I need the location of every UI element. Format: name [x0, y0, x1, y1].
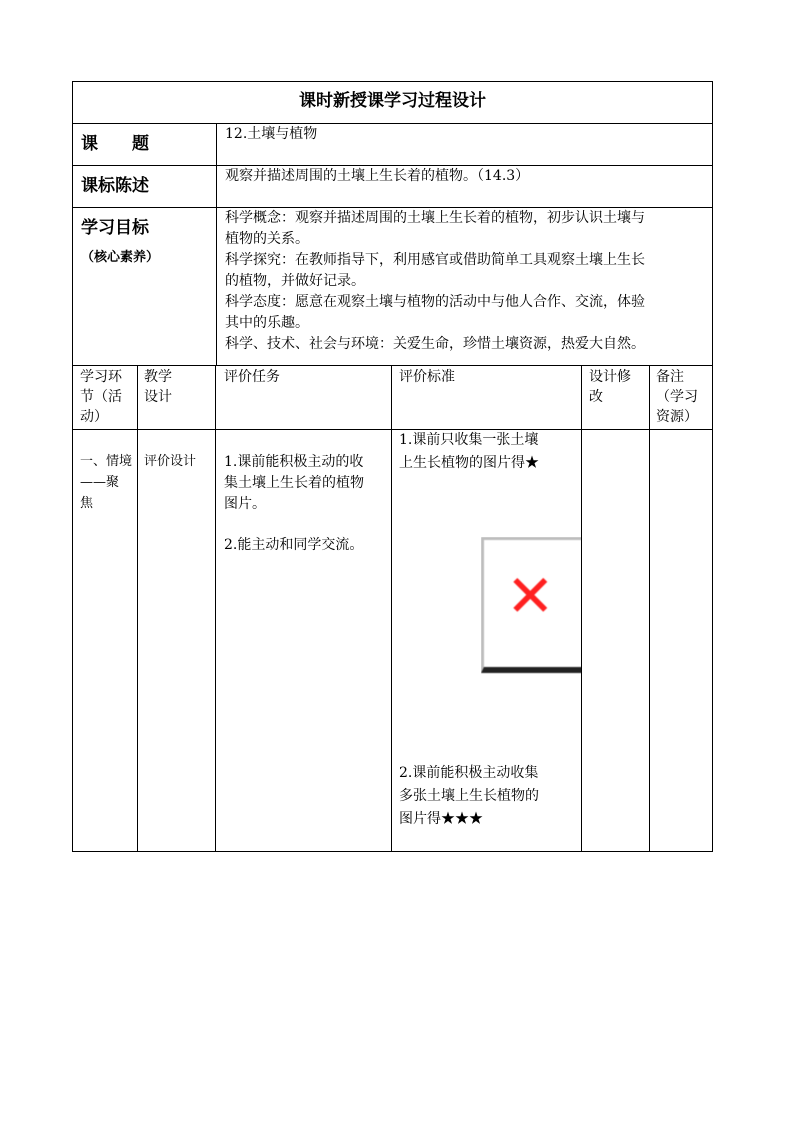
row-criteria: 1.课前只收集一张土壤	[399, 432, 539, 448]
row-stage: ——聚	[80, 475, 120, 490]
header-criteria: 评价标准	[399, 369, 455, 385]
goals-line: 的植物，并做好记录。	[225, 273, 365, 289]
broken-image-placeholder	[481, 537, 581, 677]
goals-line: 植物的关系。	[225, 231, 309, 247]
row-criteria: 上生长植物的图片得★	[399, 455, 539, 471]
goals-line: 科学态度：愿意在观察土壤与植物的活动中与他人合作、交流，体验	[225, 294, 645, 310]
row-criteria: 多张土壤上生长植物的	[399, 788, 539, 804]
column-divider	[649, 365, 650, 852]
table-border-top	[72, 81, 713, 82]
header-notes: 备注	[656, 369, 684, 385]
standard-value: 观察并描述周围的土壤上生长着的植物。（14.3）	[225, 168, 530, 184]
column-divider	[391, 365, 392, 852]
row-task: 集土壤上生长着的植物	[224, 475, 364, 491]
label-column-divider	[216, 123, 217, 366]
row-divider	[72, 429, 713, 430]
header-task: 评价任务	[224, 369, 280, 385]
header-design: 设计	[144, 389, 172, 405]
row-criteria: 图片得★★★	[399, 811, 483, 827]
row-design: 评价设计	[144, 454, 197, 469]
row-stage: 一、情境	[80, 454, 133, 469]
row-divider	[72, 365, 713, 366]
header-notes: 资源）	[656, 409, 698, 425]
row-task: 图片。	[224, 496, 266, 512]
topic-value: 12.土壤与植物	[225, 126, 318, 142]
table-border-right	[712, 81, 713, 852]
column-divider	[581, 365, 582, 852]
row-task: 1.课前能积极主动的收	[224, 454, 364, 470]
column-divider	[215, 365, 216, 852]
header-revise: 设计修	[589, 369, 631, 385]
standard-label: 课标陈述	[81, 176, 149, 196]
row-divider	[72, 123, 713, 124]
goals-label: 学习目标	[81, 218, 149, 238]
column-divider	[137, 365, 138, 852]
row-criteria: 2.课前能积极主动收集	[399, 765, 539, 781]
goals-line: 科学探究：在教师指导下，利用感官或借助简单工具观察土壤上生长	[225, 252, 645, 268]
header-revise: 改	[589, 389, 603, 405]
table-border-bottom	[72, 851, 713, 852]
goals-line: 科学概念：观察并描述周围的土壤上生长着的植物，初步认识土壤与	[225, 210, 645, 226]
broken-image-x-icon: ✕	[506, 562, 555, 630]
goals-line: 其中的乐趣。	[225, 315, 309, 331]
header-stage: 节（活	[80, 389, 122, 405]
row-stage: 焦	[80, 496, 94, 511]
header-design: 教学	[144, 369, 172, 385]
header-stage: 学习环	[80, 369, 122, 385]
topic-label: 课 题	[81, 134, 149, 154]
header-stage: 动）	[80, 409, 108, 425]
goals-line: 科学、技术、社会与环境：关爱生命，珍惜土壤资源，热爱大自然。	[225, 336, 645, 352]
table-border-left	[72, 81, 73, 852]
lesson-design-table	[72, 81, 713, 852]
page-title: 课时新授课学习过程设计	[299, 91, 486, 111]
row-task: 2.能主动和同学交流。	[224, 537, 364, 553]
header-notes: （学习	[656, 389, 698, 405]
goals-sublabel: （核心素养）	[81, 250, 160, 265]
